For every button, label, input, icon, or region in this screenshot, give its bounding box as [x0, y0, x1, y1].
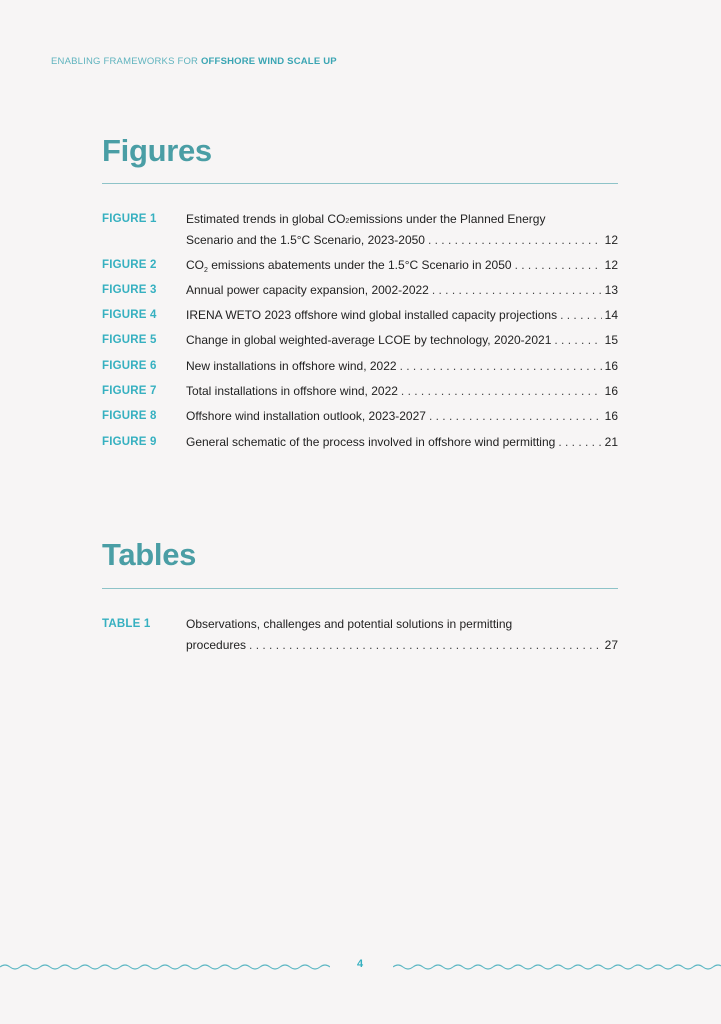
toc-page-number: 16 — [604, 409, 618, 423]
dot-leader — [515, 255, 602, 276]
dot-leader — [558, 432, 601, 453]
toc-text: Estimated trends in global CO — [186, 212, 346, 226]
toc-page-number: 27 — [604, 637, 618, 652]
toc-entry-figure-1[interactable] — [102, 209, 618, 250]
toc-text: Observations, challenges and potential solutions in permitting — [186, 617, 513, 631]
tables-title: Tables — [102, 537, 197, 572]
dot-leader — [428, 230, 602, 251]
toc-label: FIGURE 2 — [102, 259, 157, 271]
toc-text: IRENA WETO 2023 offshore wind global installed capacity projections — [186, 308, 558, 322]
figures-title: Figures — [102, 133, 212, 168]
dot-leader — [432, 280, 602, 301]
page-number: 4 — [356, 958, 364, 970]
toc-text: Annual power capacity expansion, 2002-2022 — [186, 283, 429, 297]
toc-text: New installations in offshore wind, 2022 — [186, 359, 397, 373]
figures-rule — [102, 183, 618, 184]
page-footer — [0, 958, 721, 978]
toc-text-line — [186, 230, 618, 251]
toc-page-number: 12 — [604, 232, 618, 247]
tables-rule — [102, 588, 618, 589]
toc-label: FIGURE 6 — [102, 360, 157, 372]
dot-leader — [560, 305, 602, 326]
toc-text: emissions under the Planned Energy — [349, 212, 546, 226]
toc-text: General schematic of the process involved in offshore wind permitting — [186, 435, 556, 449]
running-header-emphasis: OFFSHORE WIND SCALE UP — [200, 56, 337, 67]
toc-text: Scenario and the 1.5°C Scenario, 2023-2050 — [186, 232, 425, 247]
toc-text: Change in global weighted-average LCOE by technology, 2020-2021 — [186, 333, 552, 347]
toc-page-number: 21 — [604, 435, 618, 449]
toc-text-line — [186, 255, 618, 276]
toc-page-number: 16 — [604, 359, 618, 373]
toc-page-number: 12 — [604, 258, 618, 272]
dot-leader — [429, 406, 602, 427]
toc-text: $CO_2$ emissions abatements under the 1.5°C Scenario in 2050 — [186, 258, 512, 274]
toc-text: Total installations in offshore wind, 2022 — [186, 384, 398, 398]
toc-label: FIGURE 4 — [102, 309, 157, 321]
dot-leader — [554, 330, 601, 351]
toc-page-number: 15 — [604, 333, 618, 347]
running-header-prefix: ENABLING FRAMEWORKS FOR — [51, 56, 201, 67]
toc-text: procedures — [186, 637, 247, 652]
toc-text: Offshore wind installation outlook, 2023-2027 — [186, 409, 426, 423]
toc-page-number: 14 — [604, 308, 618, 322]
toc-label: FIGURE 7 — [102, 385, 157, 397]
wave-ornament-left — [0, 962, 330, 972]
toc-entry-table-1[interactable] — [102, 614, 618, 655]
dot-leader — [401, 381, 602, 402]
toc-label: FIGURE 5 — [102, 334, 157, 346]
running-header — [51, 56, 337, 67]
wave-ornament-right — [393, 962, 721, 972]
toc-label: FIGURE 3 — [102, 284, 157, 296]
toc-label: FIGURE 8 — [102, 410, 157, 422]
toc-page-number: 16 — [604, 384, 618, 398]
toc-text-line: Estimated trends in global CO 2 emissions under the Planned Energy — [186, 209, 618, 230]
dot-leader — [249, 635, 602, 656]
toc-label: FIGURE 1 — [102, 213, 157, 225]
toc-label: FIGURE 9 — [102, 436, 157, 448]
dot-leader — [400, 356, 602, 377]
toc-label: TABLE 1 — [102, 618, 151, 630]
toc-page-number: 13 — [604, 283, 618, 297]
